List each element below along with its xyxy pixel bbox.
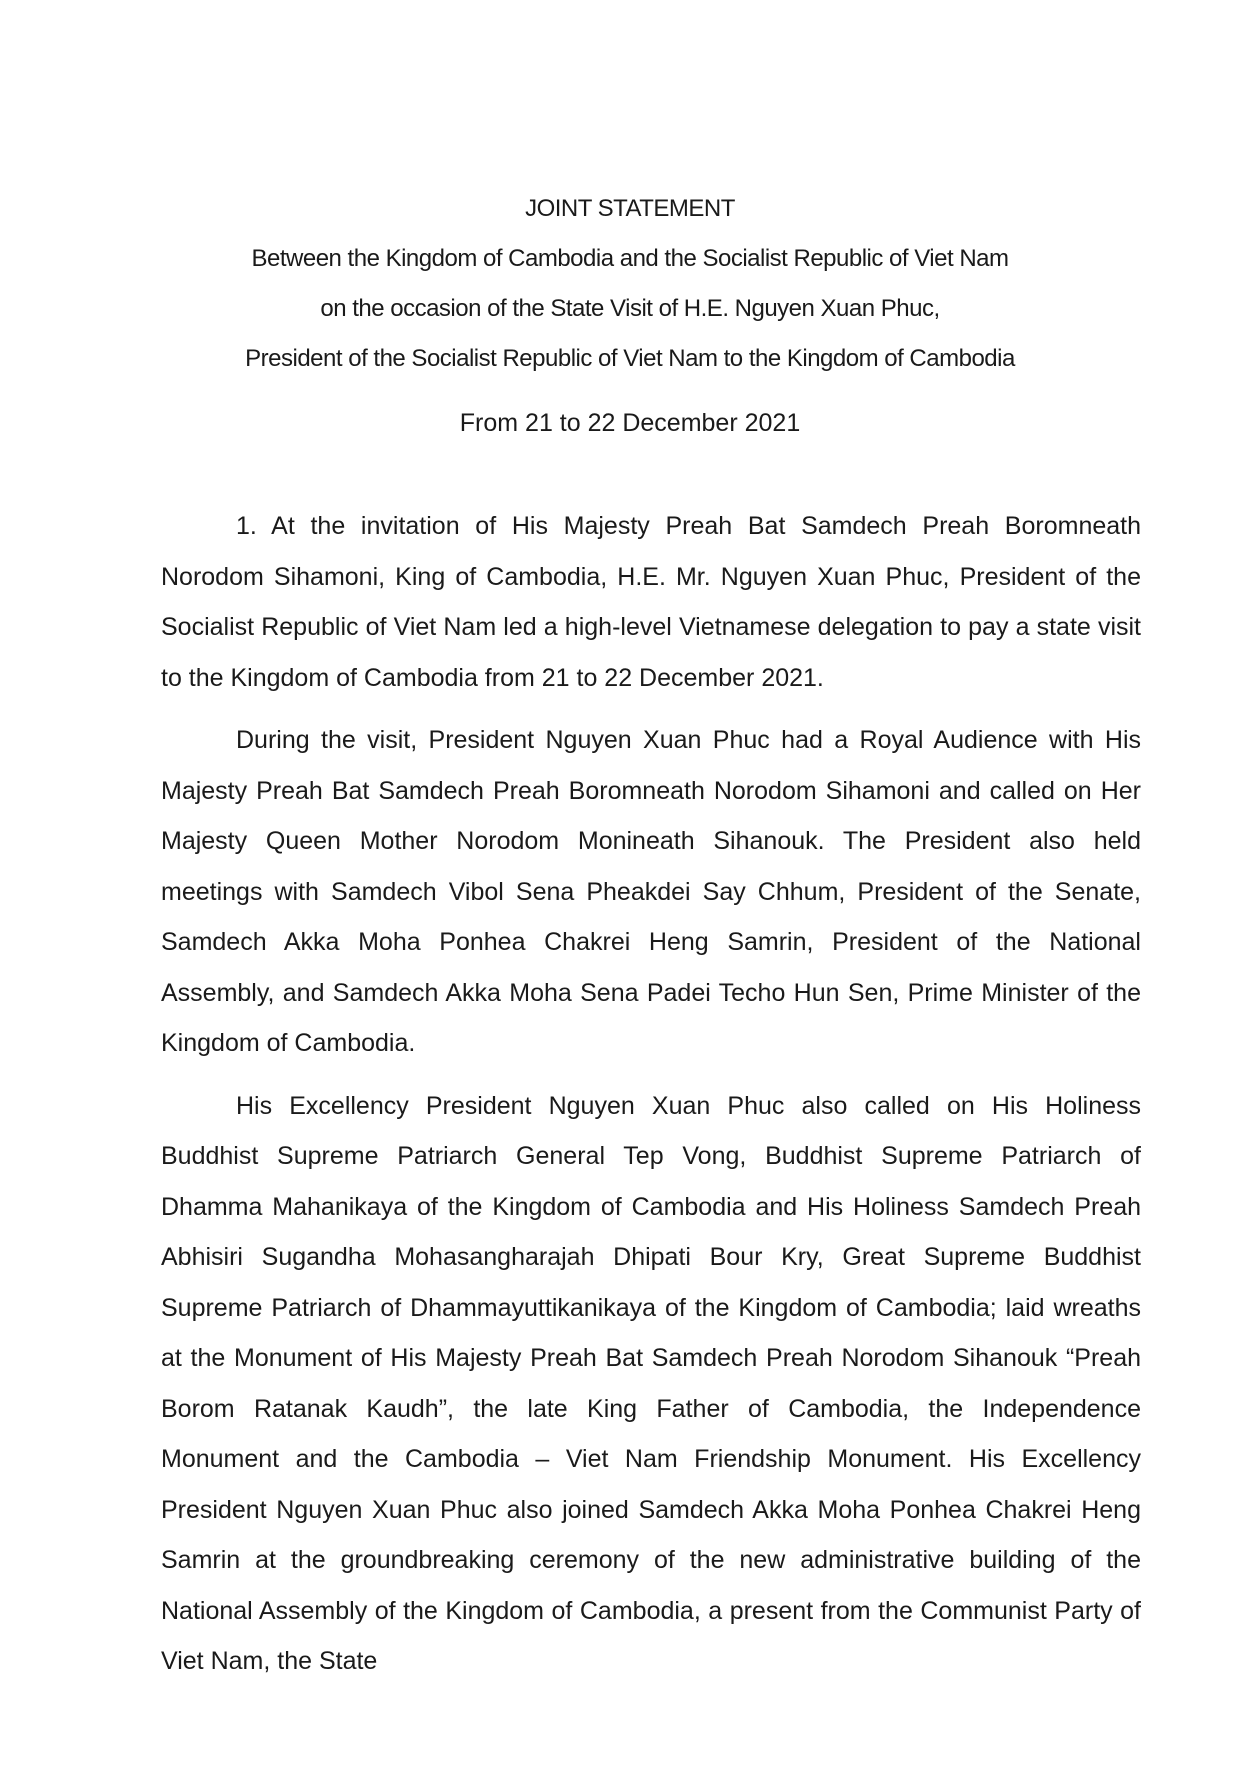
document-title: JOINT STATEMENT bbox=[525, 195, 735, 222]
subtitle-line-1: Between the Kingdom of Cambodia and the Socialist Republic of Viet Nam bbox=[251, 245, 1009, 272]
document-body bbox=[161, 501, 1141, 1699]
paragraph-1: 1. At the invitation of His Majesty Preah Bat Samdech Preah Boromneath Norodom Sihamoni, King of Cambodia, H.E. Mr. Nguyen Xuan Phuc, President of the Socialist Republic of Viet Nam led a high-level Vietnamese delegation to pay a state visit to the Kingdom of Cambodia from 21 to 22 December 2021. bbox=[161, 512, 1141, 692]
subtitle-line-3: President of the Socialist Republic of Viet Nam to the Kingdom of Cambodia bbox=[245, 345, 1015, 372]
document-header bbox=[0, 184, 1260, 448]
paragraph-2: During the visit, President Nguyen Xuan Phuc had a Royal Audience with His Majesty Preah Bat Samdech Preah Boromneath Norodom Sihamoni and called on Her Majesty Queen Mother Norodom Monineath Sihanouk. The President also held meetings with Samdech Vibol Sena Pheakdei Say Chhum, President of the Senate, Samdech Akka Moha Ponhea Chakrei Heng Samrin, President of the National Assembly, and Samdech Akka Moha Sena Padei Techo Hun Sen, Prime Minister of the Kingdom of Cambodia. bbox=[161, 726, 1141, 1057]
paragraph-3: His Excellency President Nguyen Xuan Phuc also called on His Holiness Buddhist Supreme Patriarch General Tep Vong, Buddhist Supreme Patriarch of Dhamma Mahanikaya of the Kingdom of Cambodia and His Holiness Samdech Preah Abhisiri Sugandha Mohasangharajah Dhipati Bour Kry, Great Supreme Buddhist Supreme Patriarch of Dhammayuttikanikaya of the Kingdom of Cambodia; laid wreaths at the Monument of His Majesty Preah Bat Samdech Preah Norodom Sihanouk “Preah Borom Ratanak Kaudh”, the late King Father of Cambodia, the Independence Monument and the Cambodia – Viet Nam Friendship Monument. His Excellency President Nguyen Xuan Phuc also joined Samdech Akka Moha Ponhea Chakrei Heng Samrin at the groundbreaking ceremony of the new administrative building of the National Assembly of the Kingdom of Cambodia, a present from the Communist Party of Viet Nam, the State bbox=[161, 1091, 1141, 1675]
subtitle-line-2: on the occasion of the State Visit of H.E. Nguyen Xuan Phuc, bbox=[320, 295, 940, 322]
visit-date: From 21 to 22 December 2021 bbox=[459, 409, 801, 437]
